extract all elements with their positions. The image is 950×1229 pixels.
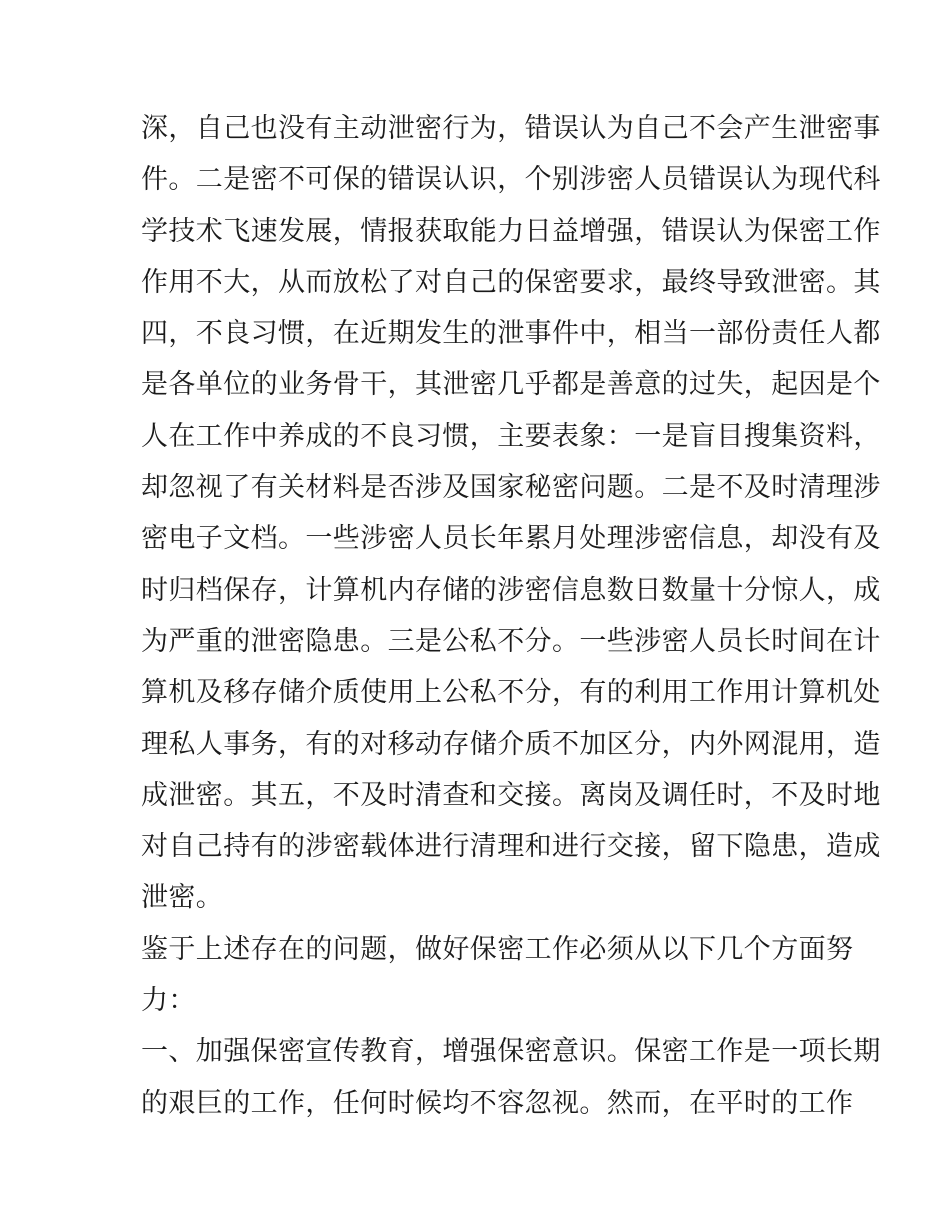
- text-line: 作用不大，从而放松了对自己的保密要求，最终导致泄密。其: [141, 266, 881, 298]
- text-line: 成泄密。其五，不及时清查和交接。离岗及调任时，不及时地: [141, 779, 881, 811]
- body-text: [141, 103, 881, 1129]
- text-line: 算机及移存储介质使用上公私不分，有的利用工作用计算机处: [141, 677, 881, 709]
- text-line: 密电子文档。一些涉密人员长年累月处理涉密信息，却没有及: [141, 523, 881, 555]
- text-line: 学技术飞速发展，情报获取能力日益增强，错误认为保密工作: [141, 215, 881, 247]
- text-line: 对自己持有的涉密载体进行清理和进行交接，留下隐患，造成: [141, 831, 881, 863]
- text-line: 泄密。: [141, 882, 224, 914]
- text-line: 件。二是密不可保的错误认识，个别涉密人员错误认为现代科: [141, 164, 881, 196]
- text-line: 时归档保存，计算机内存储的涉密信息数日数量十分惊人，成: [141, 574, 881, 606]
- text-line: 力：: [141, 985, 196, 1017]
- text-line: 鉴于上述存在的问题，做好保密工作必须从以下几个方面努: [141, 933, 854, 965]
- text-line: 却忽视了有关材料是否涉及国家秘密问题。二是不及时清理涉: [141, 472, 881, 504]
- text-line: 一、加强保密宣传教育，增强保密意识。保密工作是一项长期: [141, 1036, 881, 1068]
- text-line: 人在工作中养成的不良习惯，主要表象：一是盲目搜集资料，: [141, 420, 881, 452]
- text-line: 四，不良习惯，在近期发生的泄事件中，相当一部份责任人都: [141, 318, 881, 350]
- text-line: 深，自己也没有主动泄密行为，错误认为自己不会产生泄密事: [141, 113, 881, 144]
- text-line: 理私人事务，有的对移动存储介质不加区分，内外网混用，造: [141, 728, 881, 760]
- text-line: 的艰巨的工作，任何时候均不容忽视。然而，在平时的工作: [141, 1087, 854, 1119]
- text-line: 为严重的泄密隐患。三是公私不分。一些涉密人员长时间在计: [141, 625, 881, 657]
- text-line: 是各单位的业务骨干，其泄密几乎都是善意的过失，起因是个: [141, 369, 881, 401]
